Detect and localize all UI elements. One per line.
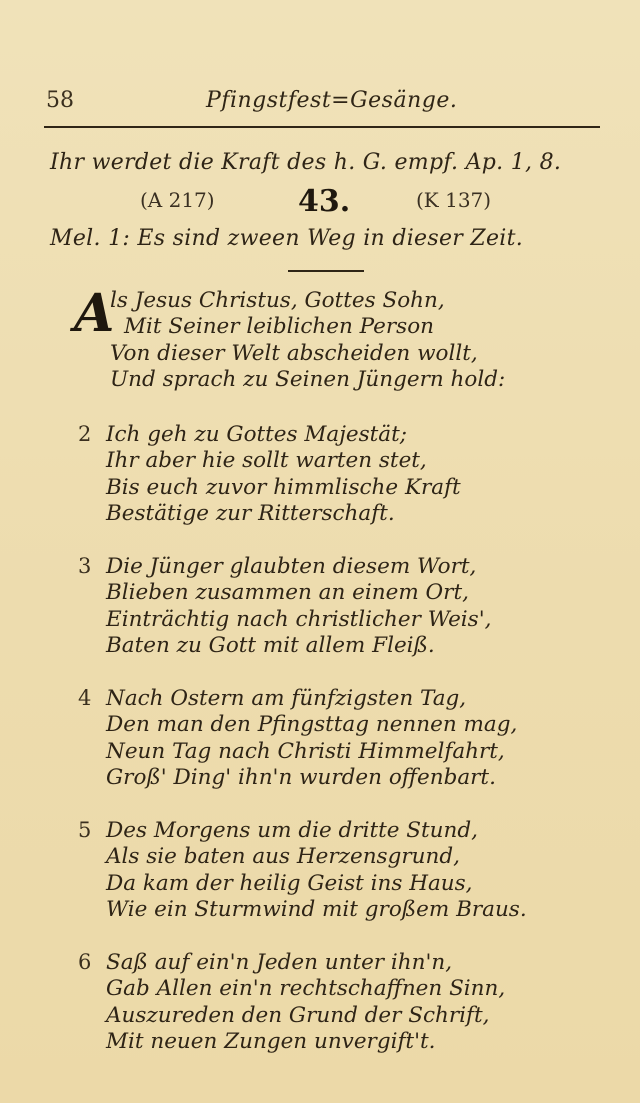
verse-line: Bestätige zur Ritterschaft. xyxy=(106,501,395,527)
verse-line: Den man den Pfingsttag nennen mag, xyxy=(106,712,518,738)
stanza-number: 5 xyxy=(78,818,92,842)
stanza-1 xyxy=(74,283,614,394)
hymn-number: 43. xyxy=(298,184,351,219)
stanza-3 xyxy=(78,554,608,660)
verse-line: Gab Allen ein'n rechtschaffnen Sinn, xyxy=(106,976,506,1002)
verse-line: Bis euch zuvor himmlische Kraft xyxy=(106,474,461,500)
stanza-number: 4 xyxy=(78,686,92,710)
verse-line: Da kam der heilig Geist ins Haus, xyxy=(106,870,473,896)
running-title: Pfingstfest=Gesänge. xyxy=(206,88,458,113)
verse-line: Als sie baten aus Herzensgrund, xyxy=(106,844,460,870)
verse-line: Baten zu Gott mit allem Fleiß. xyxy=(106,633,435,659)
stanza-number: 2 xyxy=(78,422,92,446)
verse-line: Mit Seiner leiblichen Person xyxy=(124,314,434,340)
stanza-6 xyxy=(78,950,608,1056)
melody-line: Mel. 1: Es sind zween Weg in dieser Zeit. xyxy=(50,226,524,251)
verse-line: Groß' Ding' ihn'n wurden offenbart. xyxy=(106,765,496,791)
verse-line: Saß auf ein'n Jeden unter ihn'n, xyxy=(106,950,453,975)
hymn-number-line xyxy=(140,184,520,224)
title-divider xyxy=(288,270,364,272)
stanza-5 xyxy=(78,818,608,924)
stanza-number: 3 xyxy=(78,554,92,578)
cross-reference-right: (K 137) xyxy=(416,188,492,212)
scripture-reference: Ihr werdet die Kraft des h. G. empf. Ap. 1, 8. xyxy=(50,150,562,175)
stanza-number: 6 xyxy=(78,950,92,974)
verse-line: Von dieser Welt abscheiden wollt, xyxy=(110,340,478,366)
verse-line: Die Jünger glaubten diesem Wort, xyxy=(106,554,477,579)
verse-line: Einträchtig nach christlicher Weis', xyxy=(106,606,492,632)
verse-line: Auszureden den Grund der Schrift, xyxy=(106,1002,490,1028)
verse-line: Neun Tag nach Christi Himmelfahrt, xyxy=(106,738,505,764)
verse-line: Und sprach zu Seinen Jüngern hold: xyxy=(110,367,506,393)
page-number: 58 xyxy=(46,88,74,113)
cross-reference-left: (A 217) xyxy=(140,188,215,212)
running-head xyxy=(46,88,600,118)
verse-line: ls Jesus Christus, Gottes Sohn, xyxy=(110,288,445,313)
verse-line: Ihr aber hie sollt warten stet, xyxy=(106,448,427,474)
verse-line: Des Morgens um die dritte Stund, xyxy=(106,818,478,843)
verse-line: Wie ein Sturmwind mit großem Braus. xyxy=(106,897,527,923)
verse-line: Nach Ostern am fünfzigsten Tag, xyxy=(106,686,467,711)
verse-line: Mit neuen Zungen unvergift't. xyxy=(106,1029,436,1055)
stanza-4 xyxy=(78,686,608,792)
drop-cap: A xyxy=(74,283,115,344)
verse-line: Blieben zusammen an einem Ort, xyxy=(106,580,469,606)
verse-line: Ich geh zu Gottes Majestät; xyxy=(106,422,407,447)
stanza-2 xyxy=(78,422,608,528)
header-divider xyxy=(44,126,600,128)
